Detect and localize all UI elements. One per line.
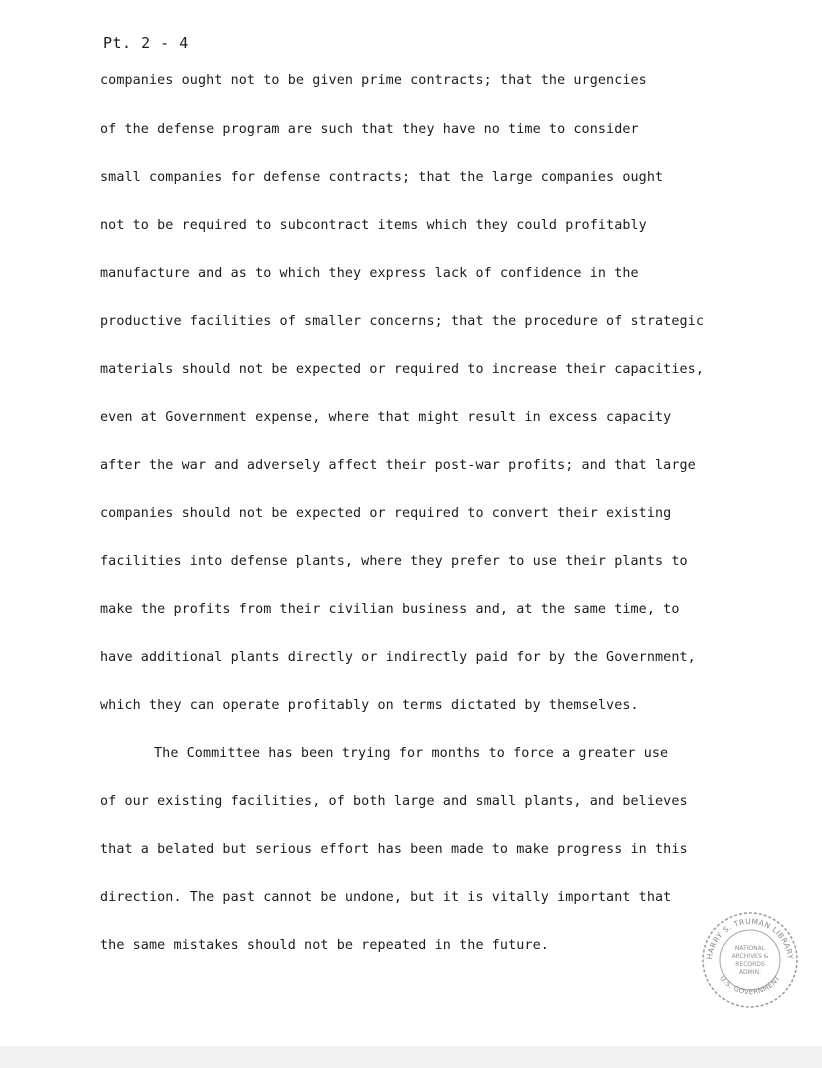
text-line: not to be required to subcontract items which they could profitably [100,218,647,233]
text-line: after the war and adversely affect their post-war profits; and that large [100,458,696,473]
stamp-bottom-text: U.S. GOVERNMENT [718,974,782,997]
text-line: facilities into defense plants, where they prefer to use their plants to [100,554,688,569]
text-line: direction. The past cannot be undone, but it is vitally important that [100,890,672,905]
text-line: manufacture and as to which they express lack of confidence in the [100,266,639,281]
stamp-inner-line: RECORDS [735,961,765,968]
text-line: have additional plants directly or indirectly paid for by the Government, [100,650,696,665]
text-line: companies ought not to be given prime contracts; that the urgencies [100,73,647,88]
archive-stamp-seal [700,910,800,1010]
text-line: productive facilities of smaller concerns; that the procedure of strategic [100,314,704,329]
text-line: even at Government expense, where that might result in excess capacity [100,410,672,425]
svg-text:U.S. GOVERNMENT [718,974,782,996]
stamp-inner-line: ARCHIVES & [731,953,769,960]
stamp-inner-line: NATIONAL [734,945,766,952]
scan-bottom-edge [0,1046,822,1068]
paragraph-first-line: The Committee has been trying for months to force a greater use [154,746,669,761]
text-line: which they can operate profitably on terms dictated by themselves. [100,698,639,713]
text-line: make the profits from their civilian business and, at the same time, to [100,602,680,617]
text-line: materials should not be expected or required to increase their capacities, [100,362,704,377]
text-line: companies should not be expected or required to convert their existing [100,506,672,521]
text-line: small companies for defense contracts; that the large companies ought [100,170,664,185]
text-line: of our existing facilities, of both large and small plants, and believes [100,794,688,809]
text-line: that a belated but serious effort has been made to make progress in this [100,842,688,857]
stamp-inner-line: ADMIN. [738,969,762,976]
page-number: Pt. 2 - 4 [103,34,189,52]
text-line: of the defense program are such that they have no time to consider [100,122,639,137]
stamp-outer-text: HARRY S. TRUMAN LIBRARY [705,916,795,961]
text-line: the same mistakes should not be repeated in the future. [100,938,549,953]
